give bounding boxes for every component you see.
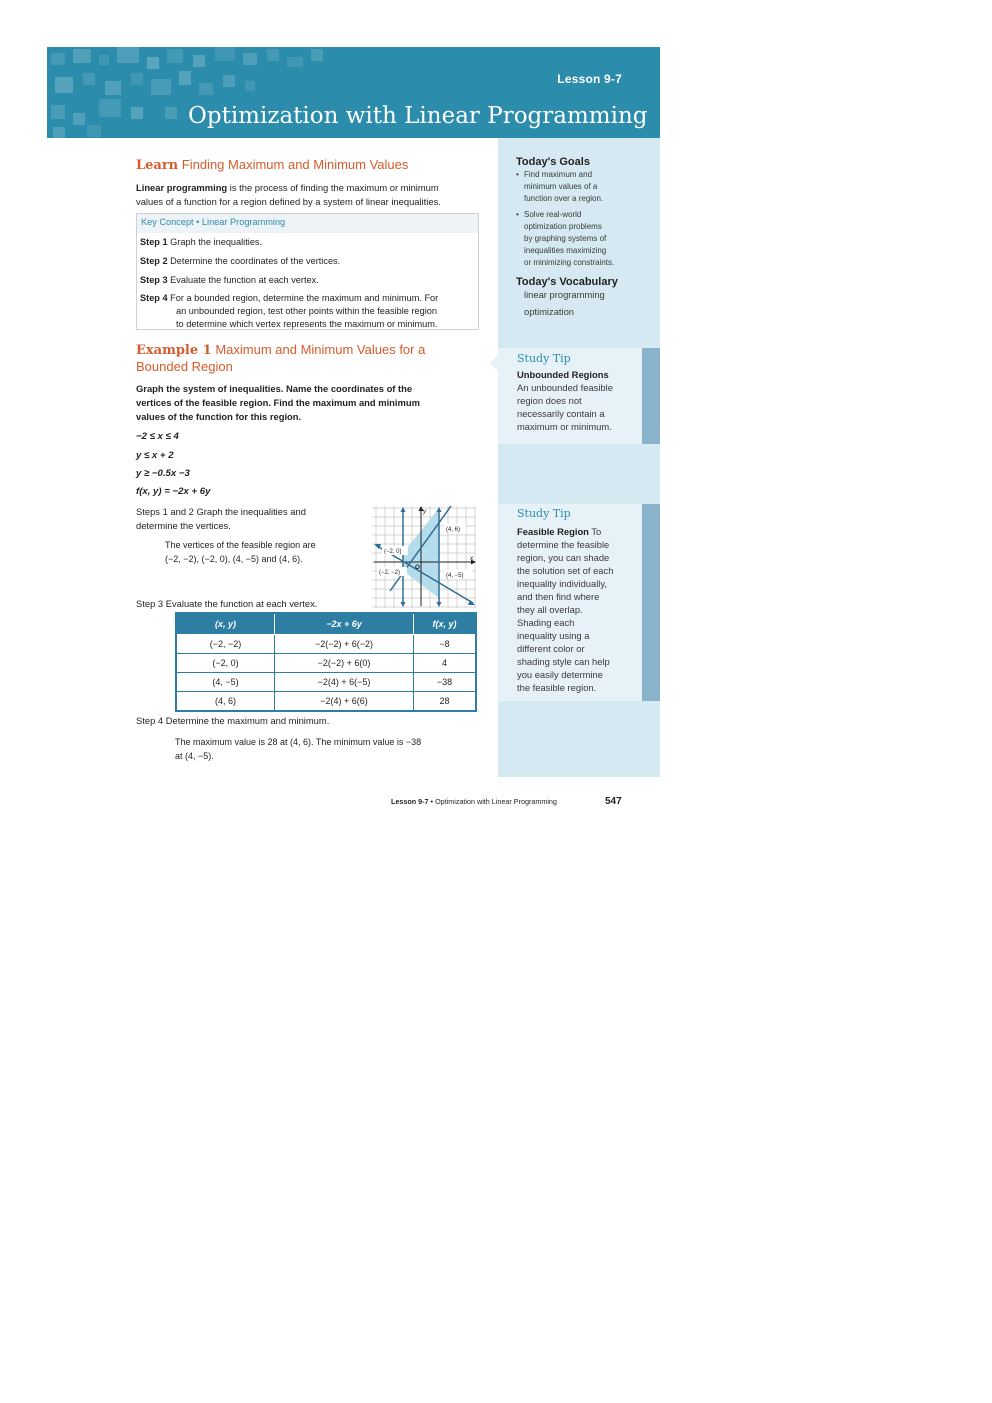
study-tip-unbounded [517, 352, 639, 433]
definition-term: Linear programming [136, 182, 228, 193]
step-number: Step 4 [140, 293, 168, 303]
study-tip-label: Study Tip [517, 352, 571, 365]
goal-line: Solve real-world [524, 210, 582, 219]
lesson-title: Optimization with Linear Programming [188, 103, 648, 129]
study-tip-feasible [517, 507, 639, 694]
feasible-region-graph [372, 506, 476, 608]
tip-line: and then find where [517, 591, 600, 602]
lesson-banner [47, 47, 660, 138]
origin-label: O [415, 564, 420, 571]
tip-line: different color or [517, 643, 585, 654]
tip-line: region, you can shade [517, 552, 610, 563]
goal-item [516, 169, 656, 205]
step-number: Step 3 [140, 275, 168, 285]
prompt-line: values of the function for this region. [136, 411, 302, 422]
step-number: Step 2 [140, 256, 168, 266]
tip-line: shading style can help [517, 656, 610, 667]
bullet-icon: • [516, 170, 519, 179]
tip-line: the feasible region. [517, 682, 597, 693]
study-tip-title: Unbounded Regions [517, 369, 609, 380]
bullet-icon: • [516, 210, 519, 219]
tip-line: inequality using a [517, 630, 590, 641]
vocab-term: optimization [524, 306, 575, 317]
tip-line: the solution set of each [517, 565, 614, 576]
tip-line: maximum or minimum. [517, 421, 612, 432]
definition-text: is the process of finding the maximum or minimum [227, 182, 439, 193]
conclusion [175, 735, 485, 763]
goal-line: inequalities maximizing [524, 246, 607, 255]
goal-line: or minimizing constraints. [524, 258, 615, 267]
table-cell: (−2, 0) [176, 654, 275, 673]
step-text: Graph the inequalities. [170, 237, 263, 247]
footer-lesson: Lesson 9-7 [391, 797, 429, 806]
key-concept-step [140, 235, 475, 254]
vertex-label: (4, 6) [446, 527, 461, 533]
tip-pointer-icon [490, 355, 498, 371]
tip-line: To [588, 526, 602, 537]
tip-line: Shading each [517, 617, 575, 628]
page-number: 547 [605, 796, 622, 807]
vocab-title: Today's Vocabulary [516, 276, 618, 288]
table-row [176, 692, 476, 712]
step-text: to determine which vertex represents the maximum or minimum. [176, 319, 438, 329]
goal-item [516, 209, 656, 269]
todays-goals [516, 156, 656, 318]
goal-line: Find maximum and [524, 170, 593, 179]
key-concept-box [136, 213, 479, 330]
steps-1-2 [136, 505, 361, 533]
objective-function: f(x, y) = −2x + 6y [136, 486, 211, 497]
footer-title: Optimization with Linear Programming [435, 797, 557, 806]
table-cell: (4, −5) [176, 673, 275, 692]
table-row [176, 654, 476, 673]
tip-line: region does not [517, 395, 582, 406]
x-axis-label: x [470, 555, 474, 562]
inequality: −2 ≤ x ≤ 4 [136, 431, 179, 442]
tip-line: necessarily contain a [517, 408, 605, 419]
step-number: Step 1 [140, 237, 168, 247]
vertex-label: (4, −5) [446, 573, 464, 579]
table-cell: 28 [414, 692, 477, 712]
table-header-row [176, 613, 476, 635]
column-header: (x, y) [176, 613, 275, 635]
inequality: y ≥ −0.5x −3 [136, 468, 190, 479]
vocab-term: linear programming [524, 289, 605, 300]
footer-separator: • [428, 797, 436, 806]
key-concept-step [140, 254, 475, 273]
prompt-line: Graph the system of inequalities. Name the coordinates of the [136, 383, 413, 394]
inequality: y ≤ x + 2 [136, 450, 174, 461]
step-heading: Steps 1 and 2 Graph the inequalities and [136, 506, 306, 517]
vertices-text [165, 538, 365, 566]
table-cell: −2(4) + 6(6) [275, 692, 414, 712]
conclusion-line: The maximum value is 28 at (4, 6). The minimum value is −38 [175, 737, 422, 747]
evaluation-table [175, 612, 477, 712]
y-axis-label: y [423, 508, 427, 515]
goals-title: Today's Goals [516, 156, 590, 168]
tip-line: An unbounded feasible [517, 382, 613, 393]
step-text: For a bounded region, determine the maximum and minimum. For [170, 293, 439, 303]
key-concept-step [140, 273, 475, 292]
example-title: Maximum and Minimum Values for a [215, 342, 426, 357]
page-footer [391, 797, 557, 806]
key-concept-step [140, 292, 475, 331]
study-tip-label: Study Tip [517, 507, 571, 520]
example-heading [136, 342, 425, 375]
learn-heading [136, 157, 408, 173]
lesson-number: Lesson 9-7 [557, 72, 622, 86]
example-prompt [136, 382, 496, 424]
definition [136, 181, 496, 209]
tip-line: inequality individually, [517, 578, 607, 589]
learn-title: Finding Maximum and Minimum Values [181, 157, 409, 172]
tip-line: they all overlap. [517, 604, 583, 615]
goal-line: minimum values of a [524, 182, 598, 191]
tip-line: determine the feasible [517, 539, 610, 550]
column-header: −2x + 6y [275, 613, 414, 635]
step-3-heading: Step 3 Evaluate the function at each vertex. [136, 598, 318, 609]
table-cell: 4 [414, 654, 477, 673]
definition-text: values of a function for a region defined by a system of linear inequalities. [136, 196, 441, 207]
vertex-label: (−2, −2) [379, 570, 401, 576]
prompt-line: vertices of the feasible region. Find the maximum and minimum [136, 397, 420, 408]
conclusion-line: at (4, −5). [175, 751, 214, 761]
table-cell: −2(−2) + 6(0) [275, 654, 414, 673]
table-row [176, 635, 476, 654]
step-text: Determine the coordinates of the vertices. [170, 256, 341, 266]
step-heading: determine the vertices. [136, 520, 231, 531]
table-cell: (4, 6) [176, 692, 275, 712]
study-tip-bar [642, 504, 660, 701]
table-row [176, 673, 476, 692]
column-header: f(x, y) [414, 613, 477, 635]
step-4-heading: Step 4 Determine the maximum and minimum. [136, 715, 330, 726]
study-tip-title: Feasible Region [517, 526, 589, 537]
vertices-line: The vertices of the feasible region are [165, 540, 316, 550]
table-cell: −38 [414, 673, 477, 692]
table-cell: (−2, −2) [176, 635, 275, 654]
table-cell: −2(−2) + 6(−2) [275, 635, 414, 654]
table-cell: −8 [414, 635, 477, 654]
goal-line: function over a region. [524, 194, 604, 203]
step-text: Evaluate the function at each vertex. [170, 275, 319, 285]
key-concept-header: Key Concept • Linear Programming [137, 214, 478, 233]
goal-line: by graphing systems of [524, 234, 607, 243]
study-tip-bar [642, 348, 660, 444]
example-keyword: Example 1 [136, 343, 212, 358]
vertices-line: (−2, −2), (−2, 0), (4, −5) and (4, 6). [165, 554, 303, 564]
step-text: an unbounded region, test other points within the feasible region [176, 306, 438, 316]
tip-line: you easily determine [517, 669, 603, 680]
vertex-label: (−2, 0) [384, 549, 402, 555]
learn-keyword: Learn [136, 158, 179, 173]
goal-line: optimization problems [524, 222, 602, 231]
table-cell: −2(4) + 6(−5) [275, 673, 414, 692]
example-title: Bounded Region [136, 359, 233, 374]
